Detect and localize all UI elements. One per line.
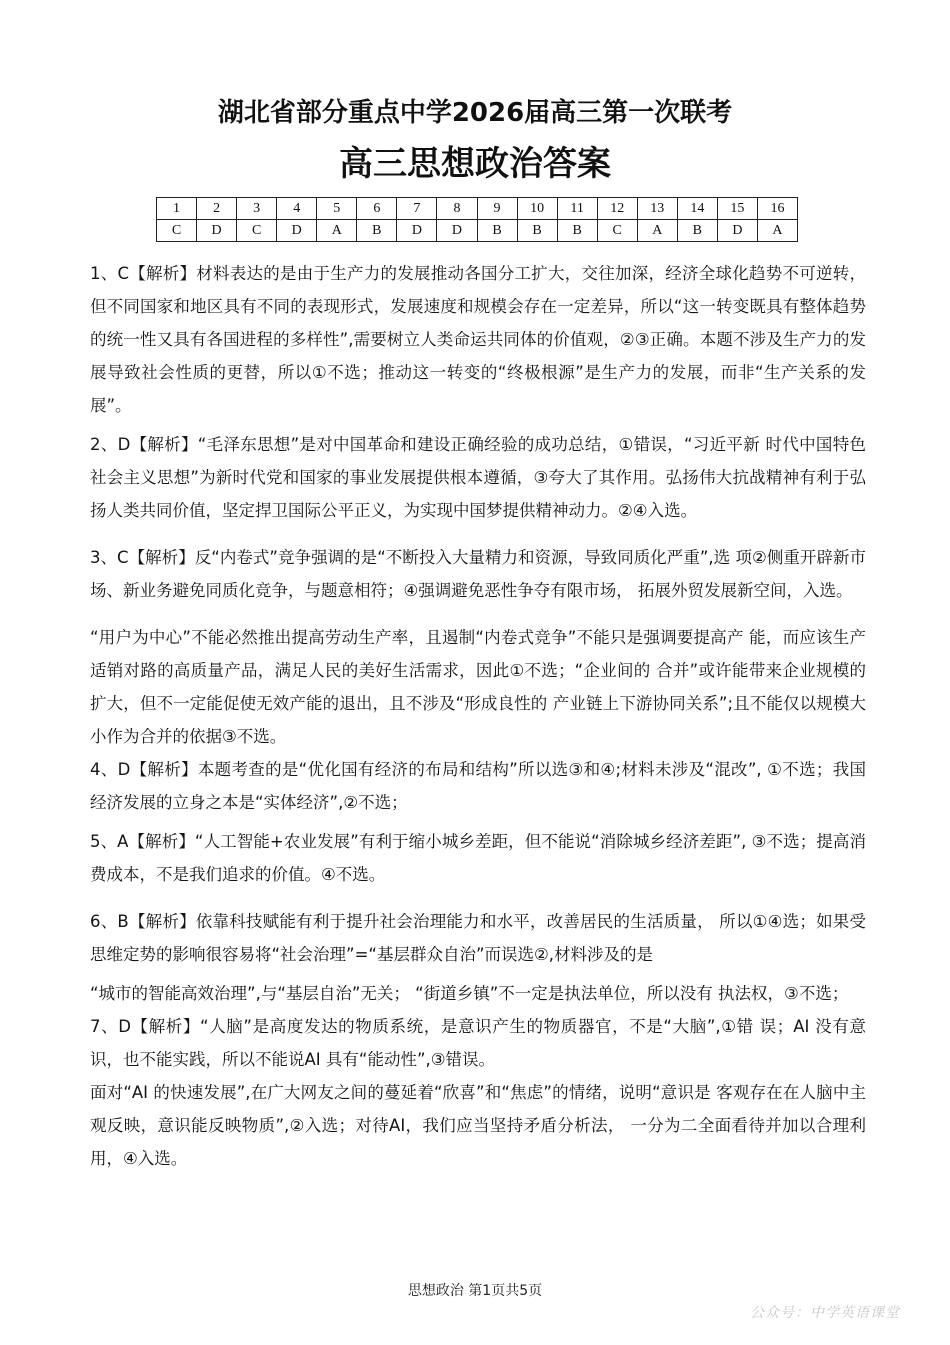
question-number-cell: 16 <box>757 198 797 220</box>
question-number-cell: 15 <box>717 198 757 220</box>
answer-cell: B <box>557 220 597 242</box>
answer-cell: C <box>237 220 277 242</box>
answer-cell: B <box>477 220 517 242</box>
answer-cell: D <box>397 220 437 242</box>
explanation-q1: 1、C【解析】材料表达的是由于生产力的发展推动各国分工扩大，交往加深，经济全球化趋势不可逆转，但不同国家和地区具有不同的表现形式，发展速度和规模会存在一定差异，所以“这一转变既具有整体趋势的统一性又具有各国进程的多样性”,需要树立人类命运共同体的价值观，②③正确。本题不涉及生产力的发展导致社会性质的更替，所以①不选；推动这一转变的“终极根源”是生产力的发展，而非“生产关系的发展”。 <box>90 264 866 415</box>
question-number-cell: 13 <box>637 198 677 220</box>
question-number-cell: 3 <box>237 198 277 220</box>
explanation-q4: 4、D【解析】本题考查的是“优化国有经济的布局和结构”所以选③和④;材料未涉及“混改”, ①不选；我国经济发展的立身之本是“实体经济”,②不选； <box>90 760 866 812</box>
question-number-cell: 2 <box>197 198 237 220</box>
explanation-q2: 2、D【解析】“毛泽东思想”是对中国革命和建设正确经验的成功总结，①错误，“习近平新 时代中国特色社会主义思想”为新时代党和国家的事业发展提供根本遵循，③夸大了其作用。弘扬伟大抗战精神有利于弘扬人类共同价值，坚定捍卫国际公平正义，为实现中国梦提供精神动力。②④入选。 <box>90 435 866 520</box>
answer-title: 高三思想政治答案 <box>339 144 611 184</box>
answer-cell: C <box>597 220 637 242</box>
question-number-cell: 10 <box>517 198 557 220</box>
answer-cell: B <box>517 220 557 242</box>
question-number-cell: 8 <box>437 198 477 220</box>
explanation-q3-continued: “用户为中心”不能必然推出提高劳动生产率，且遏制“内卷式竞争”不能只是强调要提高产 能，而应该生产适销对路的高质量产品，满足人民的美好生活需求，因此①不选；“企业间的 合并”或许能带来企业规模的扩大，但不一定能促使无效产能的退出，且不涉及“形成良性的 产业链上下游协同关系”;且不能仅以规模大小作为合并的依据③不选。 <box>90 628 866 746</box>
answer-cell: C <box>157 220 197 242</box>
question-number-cell: 7 <box>397 198 437 220</box>
answer-cell: A <box>317 220 357 242</box>
question-number-cell: 9 <box>477 198 517 220</box>
explanation-q7-continued: 面对“AI 的快速发展”,在广大网友之间的蔓延着“欣喜”和“焦虑”的情绪，说明“意识是 客观存在在人脑中主观反映，意识能反映物质”,②入选；对待AI，我们应当坚持矛盾分析法， 一分为二全面看待并加以合理利用，④入选。 <box>90 1083 866 1168</box>
question-number-cell: 12 <box>597 198 637 220</box>
explanation-q5: 5、A【解析】“人工智能+农业发展”有利于缩小城乡差距，但不能说“消除城乡经济差距”, ③不选；提高消费成本，不是我们追求的价值。④不选。 <box>90 832 866 884</box>
question-number-cell: 5 <box>317 198 357 220</box>
page-footer: 思想政治 第1页共5页 <box>407 1283 543 1299</box>
watermark-text: 公众号：中学英语课堂 <box>750 1305 900 1321</box>
answer-cell: B <box>357 220 397 242</box>
answer-table <box>156 197 798 242</box>
answer-cell: A <box>757 220 797 242</box>
answer-cell: D <box>717 220 757 242</box>
explanation-q3: 3、C【解析】反“内卷式”竞争强调的是“不断投入大量精力和资源，导致同质化严重”,选 项②侧重开辟新市场、新业务避免同质化竞争，与题意相符；④强调避免恶性争夺有限市场， 拓展外贸发展新空间，入选。 <box>90 548 866 600</box>
question-number-cell: 1 <box>157 198 197 220</box>
explanation-q6-continued: “城市的智能高效治理”,与“基层自治”无关； “街道乡镇”不一定是执法单位，所以没有 执法权，③不选； <box>90 984 849 1003</box>
answer-cell: D <box>197 220 237 242</box>
explanation-q7: 7、D【解析】“人脑”是高度发达的物质系统，是意识产生的物质器官，不是“大脑”,①错 误；AI 没有意识，也不能实践，所以不能说AI 具有“能动性”,③错误。 <box>90 1017 866 1069</box>
exam-title: 湖北省部分重点中学2026届高三第一次联考 <box>217 98 733 128</box>
question-number-cell: 6 <box>357 198 397 220</box>
question-number-row <box>157 198 798 220</box>
answer-cell: A <box>637 220 677 242</box>
answer-row <box>157 220 798 242</box>
question-number-cell: 14 <box>677 198 717 220</box>
explanations <box>90 257 866 1175</box>
answer-cell: B <box>677 220 717 242</box>
answer-cell: D <box>277 220 317 242</box>
explanation-q6: 6、B【解析】依靠科技赋能有利于提升社会治理能力和水平，改善居民的生活质量， 所以①④选；如果受思维定势的影响很容易将“社会治理”=“基层群众自治”而误选②,材料涉及的是 <box>90 912 866 964</box>
question-number-cell: 4 <box>277 198 317 220</box>
question-number-cell: 11 <box>557 198 597 220</box>
answer-cell: D <box>437 220 477 242</box>
